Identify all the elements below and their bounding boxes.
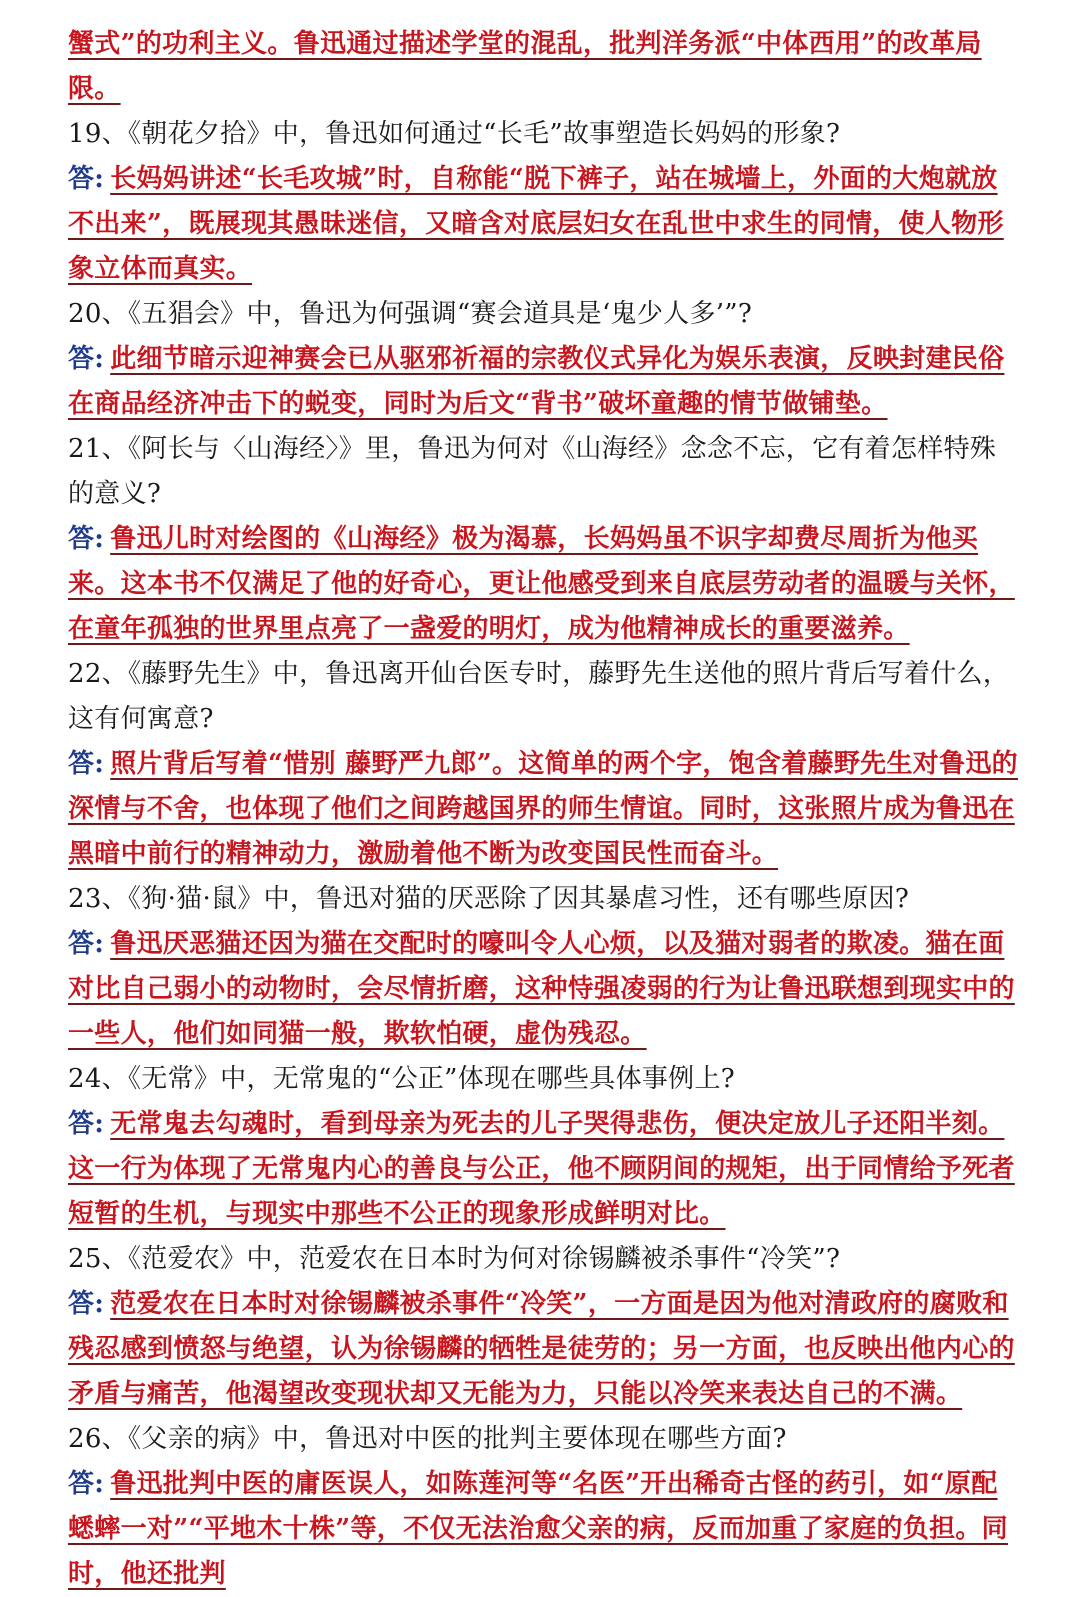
question-22: 22、《藤野先生》中，鲁迅离开仙台医专时，藤野先生送他的照片背后写着什么，这有何寓意?	[68, 659, 1010, 734]
qa-item-19	[68, 112, 1018, 292]
qa-item-21	[68, 427, 1018, 652]
answer-label: 答:	[68, 164, 105, 194]
answer-label: 答:	[68, 1469, 105, 1499]
answer-label: 答:	[68, 344, 105, 374]
answer-25: 答: 范爱农在日本时对徐锡麟被杀事件“冷笑”，一方面是因为他对清政府的腐败和残忍感到愤怒与绝望，认为徐锡麟的牺牲是徒劳的；另一方面，也反映出他内心的矛盾与痛苦，他渴望改变现状却又无能为力，只能以冷笑来表达自己的不满。	[68, 1289, 1015, 1409]
question-19: 19、《朝花夕拾》中，鲁迅如何通过“长毛”故事塑造长妈妈的形象?	[68, 119, 841, 149]
question-24: 24、《无常》中，无常鬼的“公正”体现在哪些具体事例上?	[68, 1064, 736, 1094]
answer-19: 答: 长妈妈讲述“长毛攻城”时，自称能“脱下裤子，站在城墙上，外面的大炮就放不出来”，既展现其愚昧迷信，又暗含对底层妇女在乱世中求生的同情，使人物形象立体而真实。	[68, 164, 1004, 284]
question-23: 23、《狗·猫·鼠》中，鲁迅对猫的厌恶除了因其暴虐习性，还有哪些原因?	[68, 884, 910, 914]
answer-label: 答:	[68, 524, 105, 554]
answer-label: 答:	[68, 1109, 105, 1139]
answer-label: 答:	[68, 749, 105, 779]
answer-21: 答: 鲁迅儿时对绘图的《山海经》极为渴慕，长妈妈虽不识字却费尽周折为他买来。这本书不仅满足了他的好奇心，更让他感受到来自底层劳动者的温暖与关怀，在童年孤独的世界里点亮了一盏爱的明灯，成为他精神成长的重要滋养。	[68, 524, 1015, 644]
intro-answer: 蟹式”的功利主义。鲁迅通过描述学堂的混乱，批判洋务派“中体西用”的改革局限。	[68, 29, 982, 104]
answer-20: 答: 此细节暗示迎神赛会已从驱邪祈福的宗教仪式异化为娱乐表演，反映封建民俗在商品经济冲击下的蜕变，同时为后文“背书”破坏童趣的情节做铺垫。	[68, 344, 1005, 419]
question-20: 20、《五猖会》中，鲁迅为何强调“赛会道具是‘鬼少人多’”?	[68, 299, 753, 329]
qa-item-20	[68, 292, 1018, 427]
answer-23: 答: 鲁迅厌恶猫还因为猫在交配时的嚎叫令人心烦，以及猫对弱者的欺凌。猫在面对比自己弱小的动物时，会尽情折磨，这种恃强凌弱的行为让鲁迅联想到现实中的一些人，他们如同猫一般，欺软怕硬，虚伪残忍。	[68, 929, 1015, 1049]
question-26: 26、《父亲的病》中，鲁迅对中医的批判主要体现在哪些方面?	[68, 1424, 787, 1454]
qa-item-24	[68, 1057, 1018, 1237]
answer-label: 答:	[68, 1289, 105, 1319]
answer-22: 答: 照片背后写着“惜别 藤野严九郎”。这简单的两个字，饱含着藤野先生对鲁迅的深情与不舍，也体现了他们之间跨越国界的师生情谊。同时，这张照片成为鲁迅在黑暗中前行的精神动力，激励着他不断为改变国民性而奋斗。	[68, 749, 1018, 869]
answer-label: 答:	[68, 929, 105, 959]
answer-26: 答: 鲁迅批判中医的庸医误人，如陈莲河等“名医”开出稀奇古怪的药引，如“原配蟋蟀一对”“平地木十株”等，不仅无法治愈父亲的病，反而加重了家庭的负担。同时，他还批判	[68, 1469, 1008, 1589]
qa-item-26	[68, 1417, 1018, 1597]
document-page	[0, 22, 1080, 1589]
question-21: 21、《阿长与〈山海经〉》里，鲁迅为何对《山海经》念念不忘，它有着怎样特殊的意义?	[68, 434, 997, 509]
question-25: 25、《范爱农》中，范爱农在日本时为何对徐锡麟被杀事件“冷笑”?	[68, 1244, 841, 1274]
qa-item-23	[68, 877, 1018, 1057]
answer-24: 答: 无常鬼去勾魂时，看到母亲为死去的儿子哭得悲伤，便决定放儿子还阳半刻。这一行为体现了无常鬼内心的善良与公正，他不顾阴间的规矩，出于同情给予死者短暂的生机，与现实中那些不公正的现象形成鲜明对比。	[68, 1109, 1015, 1229]
qa-item-25	[68, 1237, 1018, 1417]
qa-item-22	[68, 652, 1018, 877]
